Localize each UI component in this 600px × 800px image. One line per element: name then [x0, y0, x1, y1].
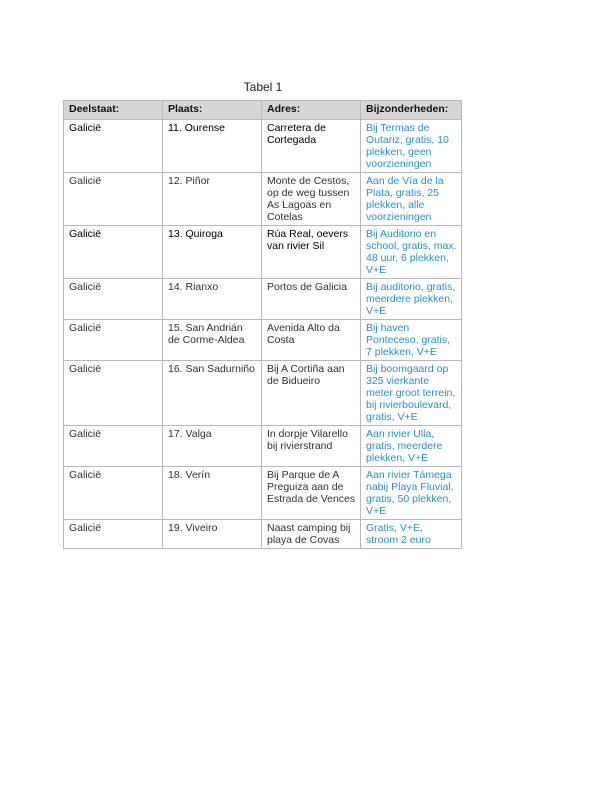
cell-place: 12. Piñor — [163, 173, 262, 226]
table-header-row — [64, 101, 462, 120]
table-row — [64, 279, 462, 320]
table-row — [64, 226, 462, 279]
cell-notes: Bij auditorio, gratis, meerdere plekken, V+E — [361, 279, 462, 320]
cell-address: Bij Parque de A Preguiza aan de Estrada de Vences — [262, 467, 361, 520]
cell-address: Naast camping bij playa de Covas — [262, 520, 361, 549]
table-row — [64, 361, 462, 426]
cell-place: 11. Ourense — [163, 120, 262, 173]
table-row — [64, 320, 462, 361]
table-row — [64, 120, 462, 173]
cell-notes: Aan rivier Ulla, gratis, meerdere plekken, V+E — [361, 426, 462, 467]
header-address: Adres: — [262, 101, 361, 120]
cell-address: Bij A Cortiña aan de Bidueiro — [262, 361, 361, 426]
cell-state: Galicië — [64, 467, 163, 520]
table-row — [64, 173, 462, 226]
cell-state: Galicië — [64, 279, 163, 320]
cell-address: Portos de Galicia — [262, 279, 361, 320]
cell-state: Galicië — [64, 361, 163, 426]
cell-place: 18. Verín — [163, 467, 262, 520]
table-caption: Tabel 1 — [243, 80, 283, 94]
cell-state: Galicië — [64, 520, 163, 549]
table-row — [64, 467, 462, 520]
cell-state: Galicië — [64, 173, 163, 226]
cell-state: Galicië — [64, 120, 163, 173]
cell-address: Rúa Real, oevers van rivier Sil — [262, 226, 361, 279]
cell-notes: Aan de Vía de la Plata, gratis, 25 plekken, alle voorzieningen — [361, 173, 462, 226]
cell-place: 16. San Sadurniño — [163, 361, 262, 426]
table-row — [64, 426, 462, 467]
cell-place: 15. San Andrián de Corme-Aldea — [163, 320, 262, 361]
cell-notes: Aan rivier Támega nabij Playa Fluvial, gratis, 50 plekken, V+E — [361, 467, 462, 520]
header-place: Plaats: — [163, 101, 262, 120]
table-row — [64, 520, 462, 549]
cell-address: Monte de Cestos, op de weg tussen As Lagoas en Cotelas — [262, 173, 361, 226]
cell-place: 19. Viveiro — [163, 520, 262, 549]
cell-place: 13. Quiroga — [163, 226, 262, 279]
cell-notes: Bij boomgaard op 325 vierkante meter groot terrein, bij rivierboulevard, gratis, V+E — [361, 361, 462, 426]
cell-notes: Bij Termas de Outariz, gratis, 10 plekken, geen voorzieningen — [361, 120, 462, 173]
cell-state: Galicië — [64, 320, 163, 361]
cell-notes: Gratis, V+E, stroom 2 euro — [361, 520, 462, 549]
cell-address: In dorpje Vilarello bij rivierstrand — [262, 426, 361, 467]
cell-notes: Bij Auditorio en school, gratis, max. 48 uur, 6 plekken, V+E — [361, 226, 462, 279]
cell-address: Avenida Alto da Costa — [262, 320, 361, 361]
cell-place: 14. Rianxo — [163, 279, 262, 320]
cell-state: Galicië — [64, 226, 163, 279]
cell-notes: Bij haven Ponteceso, gratis, 7 plekken, V+E — [361, 320, 462, 361]
cell-place: 17. Valga — [163, 426, 262, 467]
campsite-table — [63, 100, 462, 549]
cell-state: Galicië — [64, 426, 163, 467]
cell-address: Carretera de Cortegada — [262, 120, 361, 173]
header-notes: Bijzonderheden: — [361, 101, 462, 120]
header-state: Deelstaat: — [64, 101, 163, 120]
